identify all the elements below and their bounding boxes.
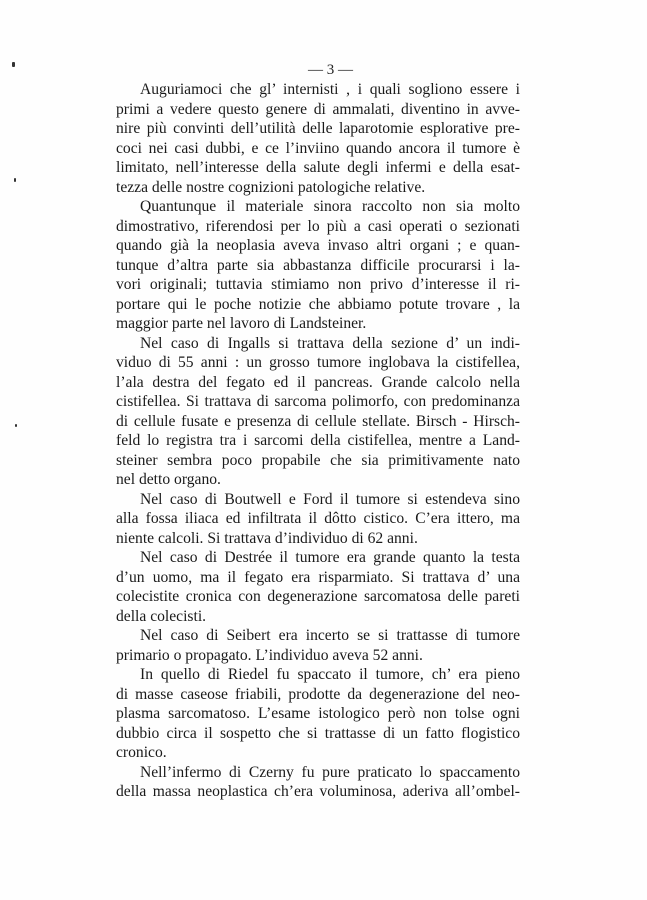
text-line: nire più convinti dell’utilità delle laparotomie esplorative pre- [116,120,520,137]
text-line: In quello di Riedel fu spaccato il tumore, ch’ era pieno [140,666,520,683]
text-line: limitato, nell’interesse della salute degli infermi e della esat- [116,159,520,176]
paragraph [116,548,520,626]
text-line: niente calcoli. Si trattava d’individuo di 62 anni. [116,529,418,547]
text-line: feld lo registra tra i sarcomi della cistifellea, mentre a Land- [116,432,520,449]
text-line: Auguriamoci che gl’ internisti , i quali sogliono essere i [140,81,520,98]
text-line: d’un uomo, ma il fegato era risparmiato. Si trattava d’ una [116,568,520,586]
text-line: quando già la neoplasia aveva invaso altri organi ; e quan- [116,237,520,254]
text-line: cronico. [116,744,167,761]
text-line: dubbio circa il sospetto che si trattasse di un fatto flogistico [116,724,520,742]
text-line: primi a vedere questo genere di ammalati, diventino in avve- [116,100,520,118]
text-line: nel detto organo. [116,471,221,488]
body-text [116,80,520,802]
paragraph [116,334,520,490]
text-line: plasma sarcomatoso. L’esame istologico però non tolse ogni [116,705,520,722]
text-line: della colecisti. [116,607,207,625]
text-line: maggior parte nel lavoro di Landsteiner. [116,315,367,332]
paragraph [116,763,520,802]
text-line: Nell’infermo di Czerny fu pure praticato lo spaccamento [140,763,520,781]
scan-speck [14,178,16,182]
text-line: Nel caso di Ingalls si trattava della sezione d’ un indi- [140,334,520,352]
paragraph [116,197,520,334]
text-line: tezza delle nostre cognizioni patologiche relative. [116,178,426,196]
text-line: l’ala destra del fegato ed il pancreas. Grande calcolo nella [116,373,520,391]
text-line: coci nei casi dubbi, e ce l’inviino quando ancora il tumore è [116,139,520,157]
text-line: di cellule fusate e presenza di cellule stellate. Birsch - Hirsch- [116,412,520,430]
text-line: Quantunque il materiale sinora raccolto non sia molto [140,198,520,215]
text-line: viduo di 55 anni : un grosso tumore inglobava la cistifellea, [116,354,520,371]
text-line: dimostrativo, riferendosi per lo più a casi operati o sezionati [116,217,520,235]
paragraph [116,665,520,763]
text-line: Nel caso di Destrée il tumore era grande quanto la testa [140,549,520,566]
text-line: colecistite cronica con degenerazione sarcomatosa delle pareti [116,588,520,605]
paragraph [116,80,520,197]
text-line: steiner sembra poco propabile che sia primitivamente nato [116,451,520,469]
text-line: di masse caseose friabili, prodotte da degenerazione del neo- [116,685,520,703]
text-line: portare qui le poche notizie che abbiamo potute trovare , la [116,295,520,313]
scan-speck [15,424,17,427]
text-line: della massa neoplastica ch’era voluminosa, aderiva all’ombel- [116,783,520,800]
paragraph [116,490,520,549]
text-line: cistifellea. Si trattava di sarcoma polimorfo, con predominanza [116,393,520,410]
paragraph [116,626,520,665]
text-line: Nel caso di Seibert era incerto se si trattasse di tumore [140,627,520,644]
text-line: tunque d’altra parte sia abbastanza difficile procurarsi i la- [116,256,520,274]
page-number: — 3 — [308,62,353,78]
text-line: primario o propagato. L’individuo aveva 52 anni. [116,646,423,664]
text-line: vori originali; tuttavia stimiamo non privo d’interesse il ri- [116,276,520,293]
text-line: alla fossa iliaca ed infiltrata il dôtto cistico. C’era ittero, ma [116,510,520,527]
text-line: Nel caso di Boutwell e Ford il tumore si estendeva sino [140,490,520,508]
